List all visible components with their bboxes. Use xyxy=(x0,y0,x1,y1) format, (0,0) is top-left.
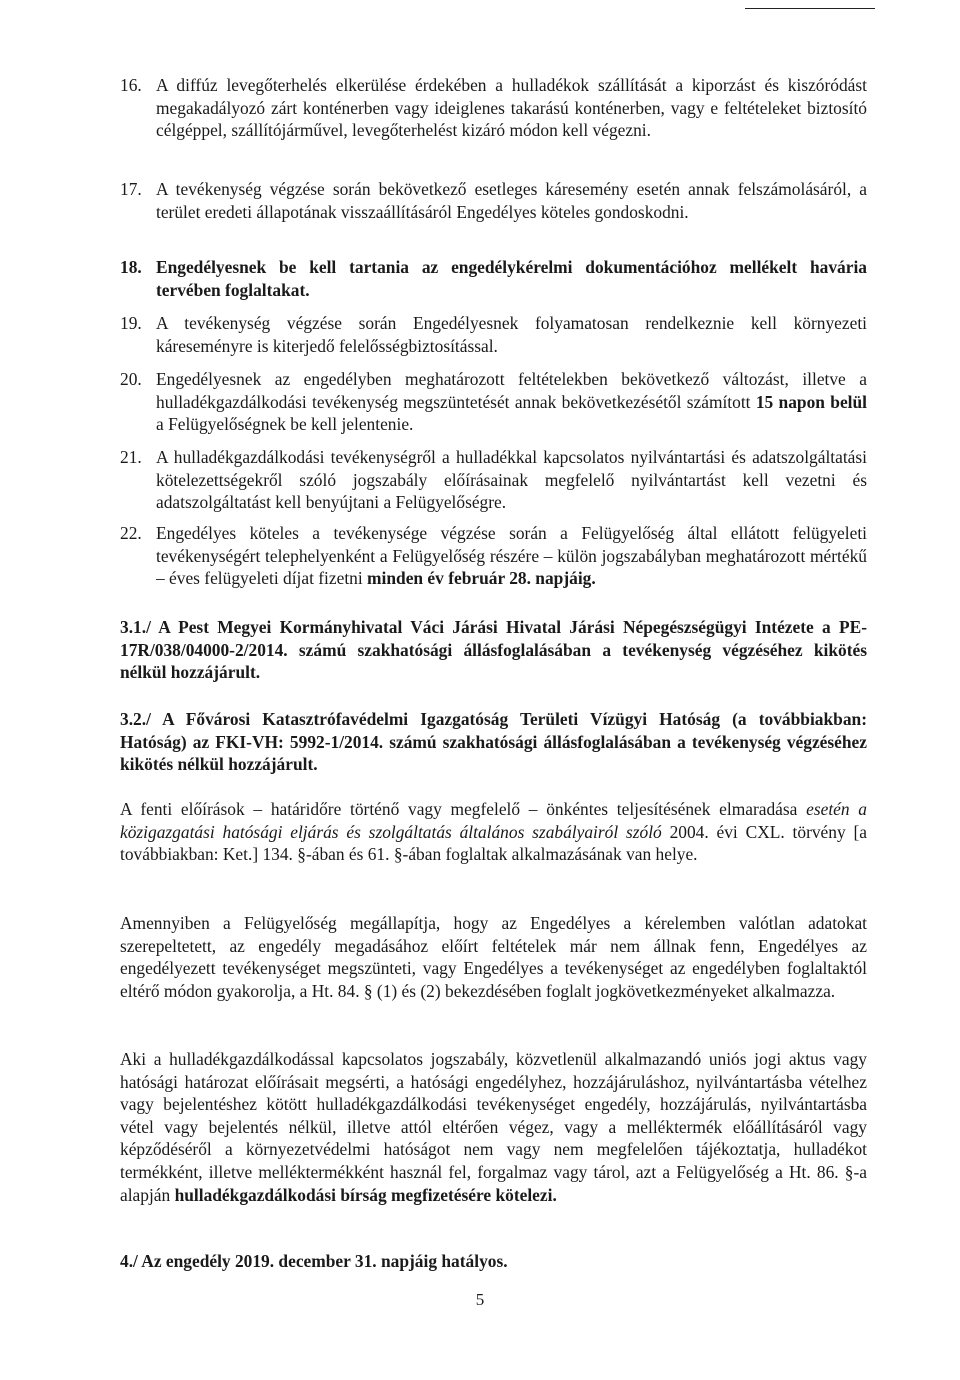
item-20 xyxy=(120,368,867,436)
item-22 xyxy=(120,522,867,590)
item-19 xyxy=(120,312,867,357)
section-3-2: 3.2./ A Fővárosi Katasztrófavédelmi Igazgatóság Területi Vízügyi Hatóság (a továbbiakban: Hatóság) az FKI-VH: 5992-1/2014. számú szakhatósági állásfoglalásában a tevékenység végzéséhez kikötés nélkül hozzájárult. xyxy=(120,709,867,775)
law-title-italic: esetén a közigazgatási hatósági eljárás és szolgáltatás általános szabályairól szóló xyxy=(120,799,867,842)
paragraph-fine xyxy=(120,1048,867,1206)
deadline-bold: 15 napon belül xyxy=(755,391,867,412)
item-text-part: Engedélyesnek az engedélyben meghatározott feltételekben bekövetkező változást, illetve a hulladékgazdálkodási tevékenység megszüntetését annak bekövetkezésétől számított xyxy=(156,369,867,412)
item-number: 22. xyxy=(120,523,142,543)
paragraph-text: A fenti előírások – határidőre történő vagy megfelelő – önkéntes teljesítésének elmaradása xyxy=(120,799,807,819)
item-number: 17. xyxy=(120,179,142,199)
item-17 xyxy=(120,178,867,223)
item-number: 16. xyxy=(120,75,142,95)
item-text: A hulladékgazdálkodási tevékenységről a hulladékkal kapcsolatos nyilvántartási és adatszolgáltatási kötelezettségekről szóló jogszabály előírásainak megfelelő nyilvántartást kell vezetni és adatszolgáltatást kell benyújtani a Felügyelőségre. xyxy=(156,447,867,513)
section-4: 4./ Az engedély 2019. december 31. napjáig hatályos. xyxy=(120,1251,508,1271)
item-number: 20. xyxy=(120,369,142,389)
item-text: A diffúz levegőterhelés elkerülése érdekében a hulladékok szállítását a kiporzást és kiszóródást megakadályozó zárt konténerben vagy ideiglenes takarású konténerben, vagy e feltételeket biztosító célgéppel, szállítójárművel, levegőterhelést kizáró módon kell végezni. xyxy=(156,75,867,141)
header-rule xyxy=(745,8,875,9)
item-text: A tevékenység végzése során bekövetkező esetleges káresemény esetén annak felszámolásáról, a terület eredeti állapotának visszaállításáról Engedélyes köteles gondoskodni. xyxy=(156,179,867,222)
item-text xyxy=(156,368,867,436)
item-18 xyxy=(120,256,867,301)
fine-bold: hulladékgazdálkodási bírság megfizetésére kötelezi. xyxy=(174,1184,557,1205)
deadline-bold: minden év február 28. napjáig. xyxy=(367,568,596,589)
paragraph-text: Aki a hulladékgazdálkodással kapcsolatos jogszabály, közvetlenül alkalmazandó uniós jogi aktus vagy hatósági határozat előírásait megsérti, a hatósági engedélyhez, hozzájáruláshoz, nyilvántartásba vételhez vagy bejelentéshez kötött hulladékgazdálkodási tevékenységet engedély, hozzájárulás, nyilvántartásba vétel vagy bejelentés nélkül, illetve attól eltérően végez, vagy a melléktermék előállításáról vagy képződéséről a környezetvédelmi hatóságot nem vagy nem megfelelően tájékoztatja, hulladékot termékként, illetve melléktermékként használ fel, forgalmaz vagy tárol, azt a Felügyelőség a Ht. 86. §-a alapján xyxy=(120,1049,867,1205)
section-3-1: 3.1./ A Pest Megyei Kormányhivatal Váci Járási Hivatal Járási Népegészségügyi Intézete a PE-17R/038/04000-2/2014. számú szakhatósági állásfoglalásában a tevékenység végzéséhez kikötés nélkül hozzájárult. xyxy=(120,617,867,683)
item-text xyxy=(156,522,867,590)
item-number: 18. xyxy=(120,257,142,277)
item-16 xyxy=(120,74,867,142)
page-number: 5 xyxy=(475,1290,485,1309)
paragraph-revocation: Amennyiben a Felügyelőség megállapítja, hogy az Engedélyes a kérelemben valótlan adatokat szerepeltetett, az engedély megadásához előírt feltételek már nem állnak fenn, Engedélyes az engedélyezett tevékenységet megszünteti, vagy Engedélyes a tevékenységet az engedélyben foglaltaktól eltérő módon gyakorolja, a Ht. 84. § (1) és (2) bekezdésében foglalt jogkövetkezményeket alkalmazza. xyxy=(120,913,867,1001)
item-text: Engedélyesnek be kell tartania az engedélykérelmi dokumentációhoz mellékelt havária tervében foglaltakat. xyxy=(156,257,867,300)
item-text-part: a Felügyelőségnek be kell jelentenie. xyxy=(156,414,414,435)
item-number: 19. xyxy=(120,313,142,333)
item-text: A tevékenység végzése során Engedélyesnek folyamatosan rendelkeznie kell környezeti káreseményre is kiterjedő felelősségbiztosítással. xyxy=(156,313,867,356)
paragraph-enforcement xyxy=(120,798,867,866)
item-number: 21. xyxy=(120,447,142,467)
item-21 xyxy=(120,446,867,514)
item-text-part: Engedélyes köteles a tevékenysége végzése során a Felügyelőség által ellátott felügyeleti tevékenységért telephelyenként a Felügyelőség részére – külön jogszabályban meghatározott mértékű – éves felügyeleti díjat fizetni xyxy=(156,523,867,589)
paragraph-text: 2004. évi CXL. törvény [a továbbiakban: Ket.] 134. §-ában és 61. §-ában foglaltak alkalmazásának van helye. xyxy=(120,821,867,865)
